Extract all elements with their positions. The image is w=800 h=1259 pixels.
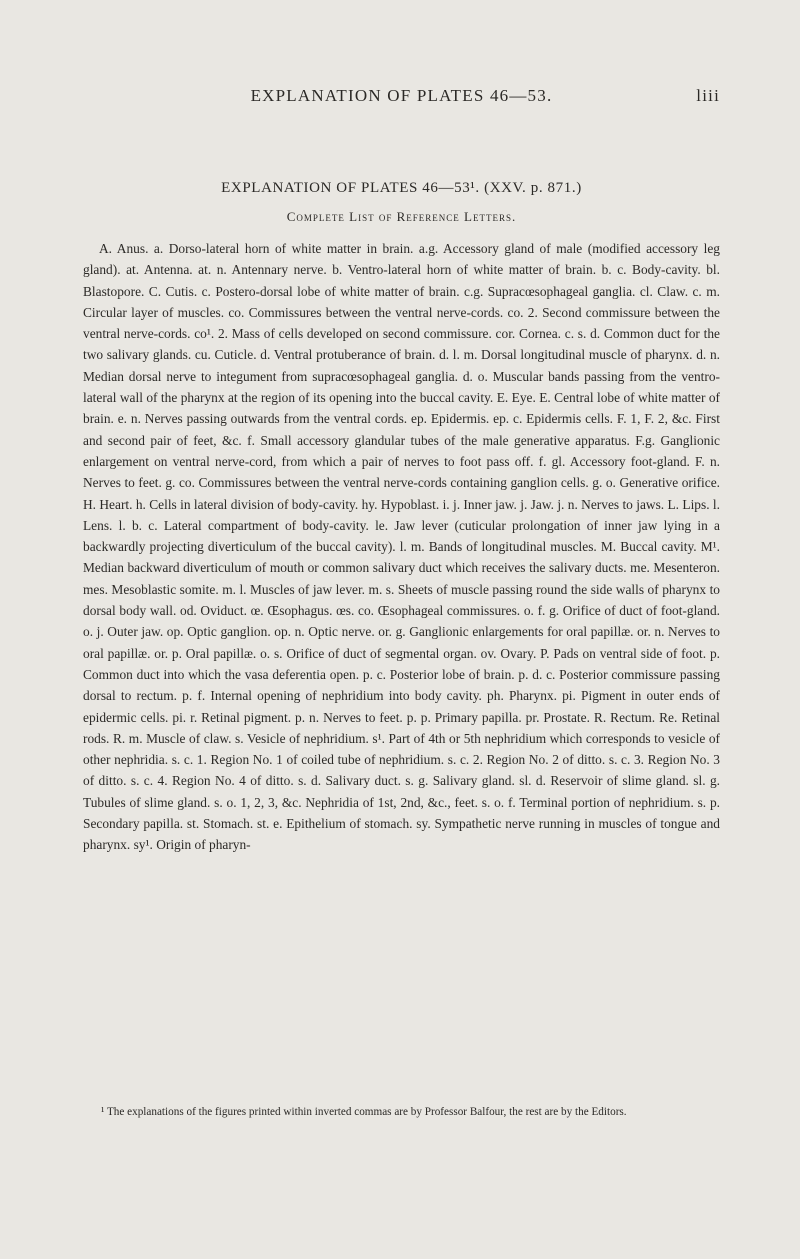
section-subheading: Complete List of Reference Letters. <box>286 209 517 224</box>
page-number: liii <box>696 86 720 105</box>
section-heading: EXPLANATION OF PLATES 46—53¹. (XXV. p. 871.) <box>221 180 582 196</box>
reference-letters-text: A. Anus. a. Dorso-lateral horn of white matter in brain. a.g. Accessory gland of male (modified accessory leg gland). at. Antenna. at. n. Antennary nerve. b. Ventro-lateral horn of white matter of brain. b. c. Body-cavity. bl. Blastopore. C. Cutis. c. Postero-dorsal lobe of white matter of brain. c.g. Supracœsophageal ganglia. cl. Claw. c. m. Circular layer of muscles. co. Commissures between the ventral nerve-cords. co. 2. Second commissure between the ventral nerve-cords. co¹. 2. Mass of cells developed on second commissure. cor. Cornea. c. s. d. Common duct for the two salivary glands. cu. Cuticle. d. Ventral protuberance of brain. d. l. m. Dorsal longitudinal muscle of pharynx. d. n. Median dorsal nerve to integument from supracœsophageal ganglia. d. o. Muscular bands passing from the ventro-lateral wall of the pharynx at the region of its opening into the buccal cavity. E. Eye. E. Central lobe of white matter of brain. e. n. Nerves passing outwards from the ventral cords. ep. Epidermis. ep. c. Epidermis cells. F. 1, F. 2, &c. First and second pair of feet, &c. f. Small accessory glandular tubes of the male generative apparatus. F.g. Ganglionic enlargement on ventral nerve-cord, from which a pair of nerves to foot pass off. f. gl. Accessory foot-gland. F. n. Nerves to feet. g. co. Commissures between the ventral nerve-cords containing ganglion cells. g. o. Generative orifice. H. Heart. h. Cells in lateral division of body-cavity. hy. Hypoblast. i. j. Inner jaw. j. Jaw. j. n. Nerves to jaws. L. Lips. l. Lens. l. b. c. Lateral compartment of body-cavity. le. Jaw lever (cuticular prolongation of inner jaw lying in a backwardly projecting diverticulum of the buccal cavity). l. m. Bands of longitudinal muscles. M. Buccal cavity. M¹. Median backward diverticulum of mouth or common salivary duct which receives the salivary ducts. me. Mesenteron. mes. Mesoblastic somite. m. l. Muscles of jaw lever. m. s. Sheets of muscle passing round the side walls of pharynx to dorsal body wall. od. Oviduct. œ. Œsophagus. œs. co. Œsophageal commissures. o. f. g. Orifice of duct of foot-gland. o. j. Outer jaw. op. Optic ganglion. op. n. Optic nerve. or. g. Ganglionic enlargements for oral papillæ. or. n. Nerves to oral papillæ. or. p. Oral papillæ. o. s. Orifice of duct of segmental organ. ov. Ovary. P. Pads on ventral side of foot. p. Common duct into which the vasa deferentia open. p. c. Posterior lobe of brain. p. d. c. Posterior commissure passing dorsal to rectum. p. f. Internal opening of nephridium into body cavity. ph. Pharynx. pi. Pigment in outer ends of epidermic cells. pi. r. Retinal pigment. p. n. Nerves to feet. p. p. Primary papilla. pr. Prostate. R. Rectum. Re. Retinal rods. R. m. Muscle of claw. s. Vesicle of nephridium. s¹. Part of 4th or 5th nephridium which corresponds to vesicle of other nephridia. s. c. 1. Region No. 1 of coiled tube of nephridium. s. c. 2. Region No. 2 of ditto. s. c. 3. Region No. 3 of ditto. s. c. 4. Region No. 4 of ditto. s. d. Salivary duct. s. g. Salivary gland. sl. d. Reservoir of slime gland. sl. g. Tubules of slime gland. s. o. 1, 2, 3, &c. Nephridia of 1st, 2nd, &c., feet. s. o. f. Terminal portion of nephridium. s. p. Secondary papilla. st. Stomach. st. e. Epithelium of stomach. sy. Sympathetic nerve running in muscles of tongue and pharynx. sy¹. Origin of pharyn- <box>83 241 720 853</box>
running-head <box>83 86 720 108</box>
main-content <box>83 178 720 856</box>
running-head-title: EXPLANATION OF PLATES 46—53. <box>250 86 553 105</box>
footnote: ¹ The explanations of the figures printed within inverted commas are by Professor Balfour, the rest are by the Editors. <box>101 1106 627 1119</box>
